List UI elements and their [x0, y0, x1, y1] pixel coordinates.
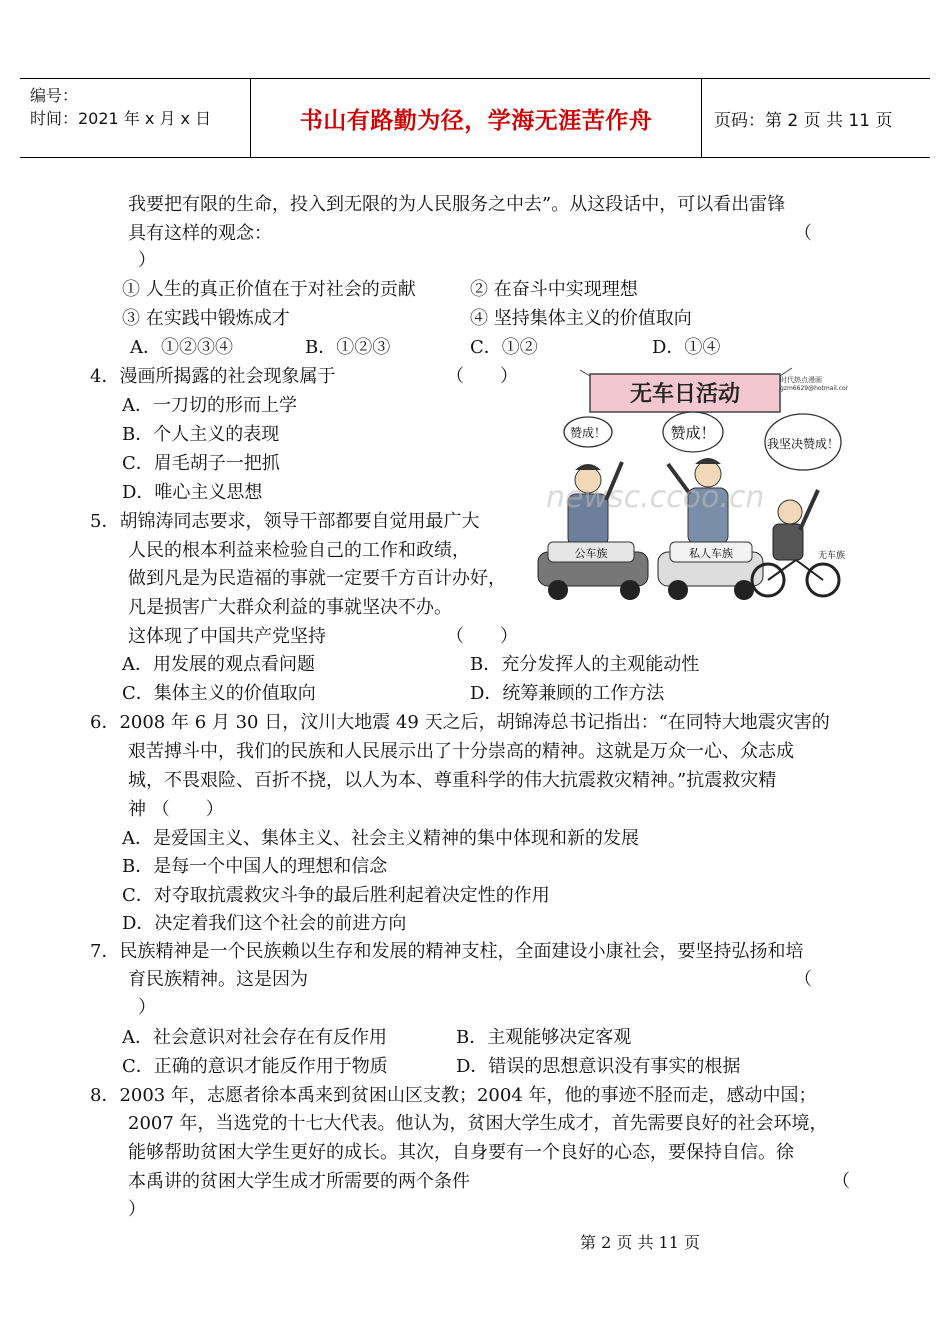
option-2: ② 在奋斗中实现理想 — [470, 279, 638, 300]
svg-text:赞成！: 赞成！ — [569, 426, 607, 440]
page-header — [20, 78, 930, 158]
banner-text: 无车日活动 — [629, 382, 741, 407]
choice-b: B．个人主义的表现 — [122, 424, 280, 445]
choice-a: A．是爱国主义、集体主义、社会主义精神的集中体现和新的发展 — [122, 828, 639, 849]
answer-paren-open: （ — [832, 1171, 850, 1192]
option-1: ① 人生的真正价值在于对社会的贡献 — [122, 279, 416, 300]
page-footer: 第 2 页 共 11 页 — [580, 1233, 700, 1252]
choice-d: D．统筹兼顾的工作方法 — [470, 683, 665, 704]
cartoon-illustration — [518, 362, 848, 614]
text-line: 城，不畏艰险、百折不挠，以人为本、尊重科学的伟大抗震救灾精神。”抗震救灾精 — [128, 770, 777, 791]
text-line: 艰苦搏斗中，我们的民族和人民展示出了十分崇高的精神。这就是万众一心、众志成 — [128, 741, 794, 762]
choice-a: A．一刀切的形而上学 — [122, 395, 297, 416]
choice-b: B．主观能够决定客观 — [456, 1027, 632, 1048]
choice-d: D．唯心主义思想 — [122, 482, 263, 503]
doc-number-label: 编号： — [30, 86, 79, 105]
answer-paren-close: ） — [138, 997, 156, 1018]
choice-d: D．决定着我们这个社会的前进方向 — [122, 913, 407, 934]
text-line: 本禹讲的贫困大学生成才所需要的两个条件 — [128, 1171, 470, 1192]
svg-text:赞成！: 赞成！ — [670, 424, 716, 442]
choice-c: C．眉毛胡子一把抓 — [122, 453, 280, 474]
text-line: 这体现了中国共产党坚持 — [128, 626, 326, 647]
answer-paren: （ ） — [446, 626, 518, 647]
question-5-stem: 5．胡锦涛同志要求，领导干部都要自觉用最广大 — [90, 511, 480, 532]
doc-date-label: 时间：2021 年 x 月 x 日 — [30, 109, 212, 128]
answer-paren-open: （ — [794, 969, 812, 990]
answer-paren-close: ） — [128, 1199, 146, 1220]
answer-paren: （ ） — [446, 366, 518, 387]
svg-text:我坚决赞成！: 我坚决赞成！ — [766, 437, 840, 451]
motto-text: 书山有路勤为径，学海无涯苦作舟 — [299, 107, 653, 134]
text-line: 具有这样的观念： — [128, 223, 272, 244]
speech-bubble — [564, 417, 612, 447]
header-page-cell — [702, 79, 930, 157]
speech-bubble — [663, 412, 723, 452]
text-line: 2007 年，当选党的十七大代表。他认为，贫困大学生成才，首先需要良好的社会环境， — [128, 1113, 828, 1134]
text-line: 做到凡是为民造福的事就一定要千方百计办好， — [128, 568, 506, 589]
cartoon-email: gzm6629@hotmail.com — [780, 385, 848, 392]
question-6-stem: 6．2008 年 6 月 30 日，汶川大地震 49 天之后，胡锦涛总书记指出：“在同特大地震灾害的 — [90, 712, 830, 733]
speech-bubble — [765, 414, 841, 470]
page-number-label: 页码：第 2 页 共 11 页 — [714, 110, 893, 131]
cartoon-credit: 时代热点漫画 — [780, 376, 822, 384]
choice-c: C．正确的意识才能反作用于物质 — [122, 1056, 388, 1077]
svg-text:公车族: 公车族 — [574, 547, 608, 560]
choice-c: C．①② — [470, 337, 538, 358]
banner — [580, 368, 792, 412]
text-line: 育民族精神。这是因为 — [128, 969, 308, 990]
choice-b: B．是每一个中国人的理想和信念 — [122, 856, 388, 877]
choice-d: D．错误的思想意识没有事实的根据 — [456, 1056, 741, 1077]
text-line: 我要把有限的生命，投入到无限的为人民服务之中去”。从这段话中，可以看出雷锋 — [128, 194, 786, 215]
option-4: ④ 坚持集体主义的价值取向 — [470, 308, 692, 329]
choice-b: B．充分发挥人的主观能动性 — [470, 654, 700, 675]
question-4-stem: 4．漫画所揭露的社会现象属于 — [90, 366, 336, 387]
header-motto-cell — [251, 79, 702, 157]
svg-text:私人车族: 私人车族 — [689, 547, 733, 560]
text-line: 凡是损害广大群众利益的事就坚决不办。 — [128, 597, 452, 618]
answer-paren-close: ） — [138, 250, 156, 271]
text-line: 人民的根本利益来检验自己的工作和政绩， — [128, 540, 470, 561]
text-line: 能够帮助贫困大学生更好的成长。其次，自身要有一个良好的心态，要保持自信。徐 — [128, 1142, 794, 1163]
choice-d: D．①④ — [652, 337, 721, 358]
watermark-text: newsc.ccoo.cn — [546, 480, 765, 515]
answer-paren-open: （ — [794, 223, 812, 244]
svg-text:无车族: 无车族 — [818, 551, 846, 561]
choice-b: B．①②③ — [305, 337, 391, 358]
choice-c: C．集体主义的价值取向 — [122, 683, 316, 704]
choice-a: A．①②③④ — [130, 337, 233, 358]
header-left-cell — [20, 79, 251, 157]
choice-a: A．用发展的观点看问题 — [122, 654, 315, 675]
question-7-stem: 7．民族精神是一个民族赖以生存和发展的精神支柱，全面建设小康社会，要坚持弘扬和培 — [90, 941, 804, 962]
text-line: 神 （ ） — [128, 799, 224, 820]
choice-c: C．对夺取抗震救灾斗争的最后胜利起着决定性的作用 — [122, 885, 550, 906]
question-8-stem: 8．2003 年，志愿者徐本禹来到贫困山区支教；2004 年，他的事迹不胫而走，感动中国； — [90, 1085, 817, 1106]
option-3: ③ 在实践中锻炼成才 — [122, 308, 290, 329]
choice-a: A．社会意识对社会存在有反作用 — [122, 1027, 387, 1048]
